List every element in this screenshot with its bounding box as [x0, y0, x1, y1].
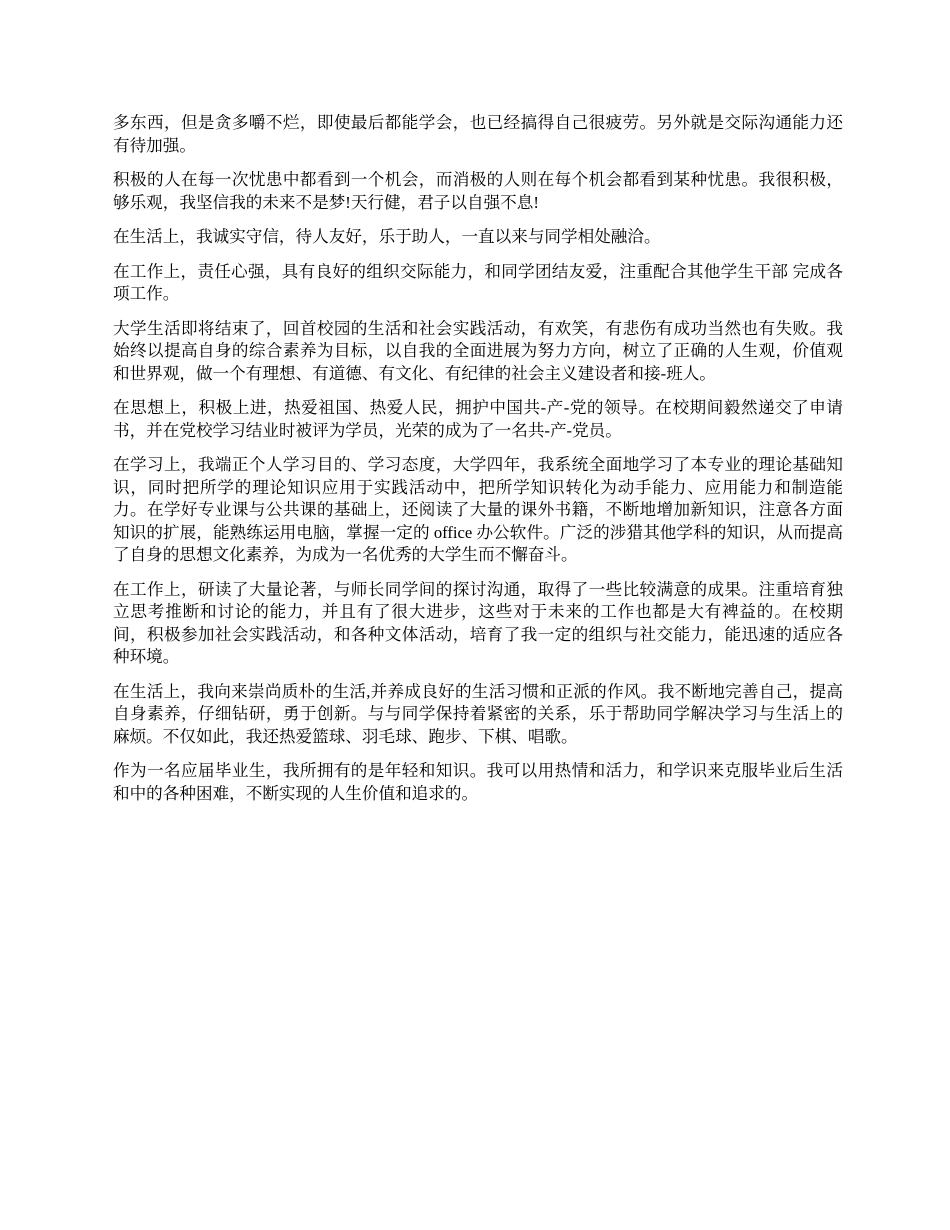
paragraph-4: 在工作上，责任心强，具有良好的组织交际能力，和同学团结友爱，注重配合其他学生干部 完成各项工作。 [113, 261, 843, 303]
paragraph-8: 在工作上，研读了大量论著，与师长同学间的探讨沟通，取得了一些比较满意的成果。注重培育独立思考推断和讨论的能力，并且有了很大进步，这些对于未来的工作也都是大有裨益的。在校期间，积极参加社会实践活动，和各种文体活动，培育了我一定的组织与社交能力，能迅速的适应各种环境。 [113, 579, 843, 666]
paragraph-2: 积极的人在每一次忧患中都看到一个机会，而消极的人则在每个机会都看到某种忧患。我很积极，够乐观，我坚信我的未来不是梦!天行健，君子以自强不息! [113, 170, 843, 212]
paragraph-5: 大学生活即将结束了，回首校园的生活和社会实践活动，有欢笑，有悲伤有成功当然也有失败。我始终以提高自身的综合素养为目标，以自我的全面进展为努力方向，树立了正确的人生观，价值观和世界观，做一个有理想、有道德、有文化、有纪律的社会主义建设者和接-班人。 [113, 318, 843, 383]
document-page [113, 112, 843, 817]
paragraph-1: 多东西，但是贪多嚼不烂，即使最后都能学会，也已经搞得自己很疲劳。另外就是交际沟通能力还有待加强。 [113, 113, 843, 155]
paragraph-9: 在生活上，我向来崇尚质朴的生活,并养成良好的生活习惯和正派的作风。我不断地完善自己，提高自身素养，仔细钻研，勇于创新。与与同学保持着紧密的关系，乐于帮助同学解决学习与生活上的麻烦。不仅如此，我还热爱篮球、羽毛球、跑步、下棋、唱歌。 [113, 681, 843, 746]
paragraph-10: 作为一名应届毕业生，我所拥有的是年轻和知识。我可以用热情和活力，和学识来克服毕业后生活和中的各种困难，不断实现的人生价值和追求的。 [113, 761, 843, 803]
paragraph-6: 在思想上，积极上进，热爱祖国、热爱人民，拥护中国共-产-党的领导。在校期间毅然递交了申请书，并在党校学习结业时被评为学员，光荣的成为了一名共-产-党员。 [113, 398, 843, 440]
paragraph-3: 在生活上，我诚实守信，待人友好，乐于助人，一直以来与同学相处融洽。 [113, 227, 661, 246]
paragraph-7: 在学习上，我端正个人学习目的、学习态度，大学四年，我系统全面地学习了本专业的理论基础知识，同时把所学的理论知识应用于实践活动中，把所学知识转化为动手能力、应用能力和制造能力。在学好专业课与公共课的基础上，还阅读了大量的课外书籍，不断地增加新知识，注意各方面知识的扩展，能熟练运用电脑，掌握一定的 office 办公软件。广泛的涉猎其他学科的知识，从而提高了自身的思想文化素养，为成为一名优秀的大学生而不懈奋斗。 [113, 455, 843, 564]
